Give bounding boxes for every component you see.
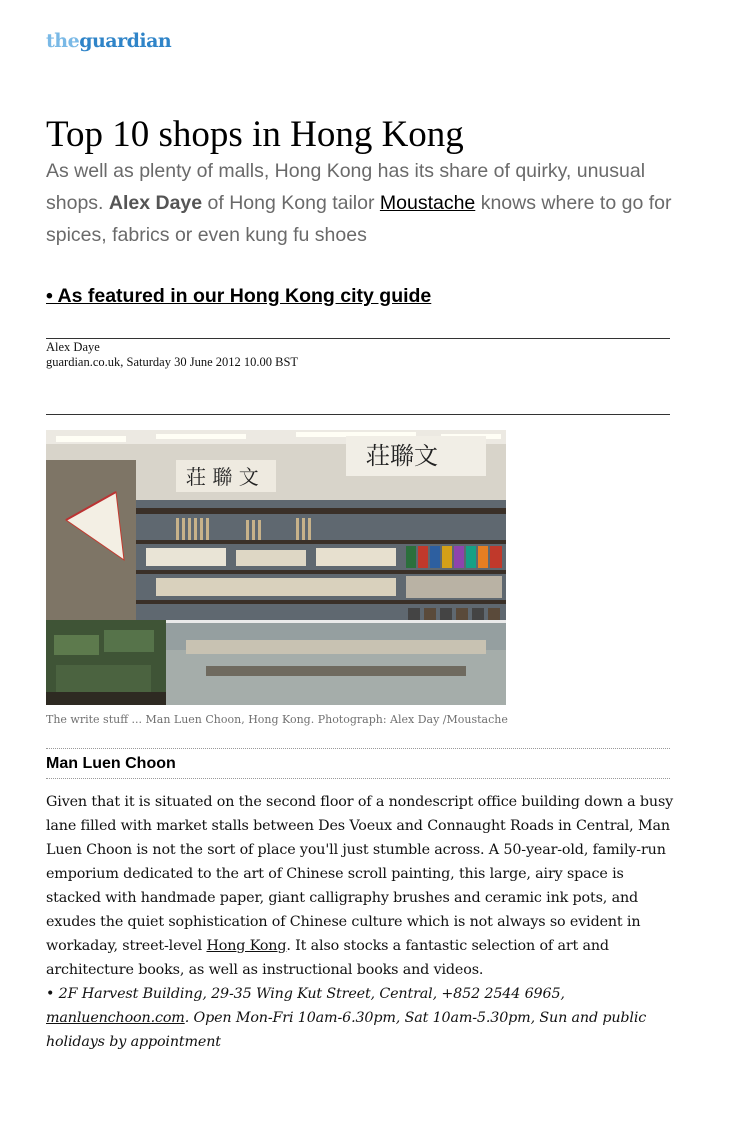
section-title: Man Luen Choon [46,755,176,772]
svg-text:荘聯文: 荘聯文 [366,442,438,470]
logo-guardian: guardian [79,30,172,52]
article-photo [46,430,506,705]
hong-kong-link[interactable]: Hong Kong [206,938,287,954]
shop-hours: . Open Mon-Fri 10am-6.30pm, Sat 10am-5.30pm, Sun and public holidays by appointment [46,1010,647,1050]
standfirst-text-1: As well as plenty of malls, Hong Kong has its share of quirky, unusual shops. [46,160,646,214]
standfirst-author: Alex Daye [108,192,203,214]
byline-top-rule [46,338,670,339]
svg-text:荘 聯 文: 荘 聯 文 [186,465,259,489]
shop-info [46,982,676,1054]
logo-the: the [46,30,80,52]
section-top-divider [46,748,670,749]
article-body [46,790,676,1054]
moustache-link[interactable]: Moustache [379,192,476,214]
body-text-2: . It also stocks a fantastic selection of art and architecture books, as well as instructional books and videos. [46,938,609,978]
section-bottom-divider [46,778,670,779]
standfirst-text-2: of Hong Kong tailor [202,192,380,214]
article-standfirst [46,155,686,251]
byline-author[interactable]: Alex Daye [46,340,100,354]
shop-address: • 2F Harvest Building, 29-35 Wing Kut Street, Central, +852 2544 6965, [46,986,565,1002]
standfirst-text-3: knows where to go for spices, fabrics or even kung fu shoes [46,192,672,246]
photo-caption: The write stuff ... Man Luen Choon, Hong Kong. Photograph: Alex Day /Moustache [46,713,508,726]
article-headline: Top 10 shops in Hong Kong [46,114,464,155]
city-guide-link[interactable]: • As featured in our Hong Kong city guide [46,285,432,307]
byline-dateline: guardian.co.uk, Saturday 30 June 2012 10.00 BST [46,355,299,369]
body-text-1: Given that it is situated on the second floor of a nondescript office building down a busy lane filled with market stalls between Des Voeux and Connaught Roads in Central, Man Luen Choon is not the sort of place you'll just stumble across. A 50-year-old, family-run emporium dedicated to the art of Chinese scroll painting, this large, airy space is stacked with handmade paper, giant calligraphy brushes and ceramic ink pots, and exudes the quiet sophistication of Chinese culture which is not always so evident in workaday, street-level [46,794,674,954]
byline [46,340,298,370]
byline-bottom-rule [46,414,670,415]
shop-website-link[interactable]: manluenchoon.com [46,1010,185,1026]
guardian-logo[interactable] [46,30,171,52]
body-paragraph [46,790,676,982]
